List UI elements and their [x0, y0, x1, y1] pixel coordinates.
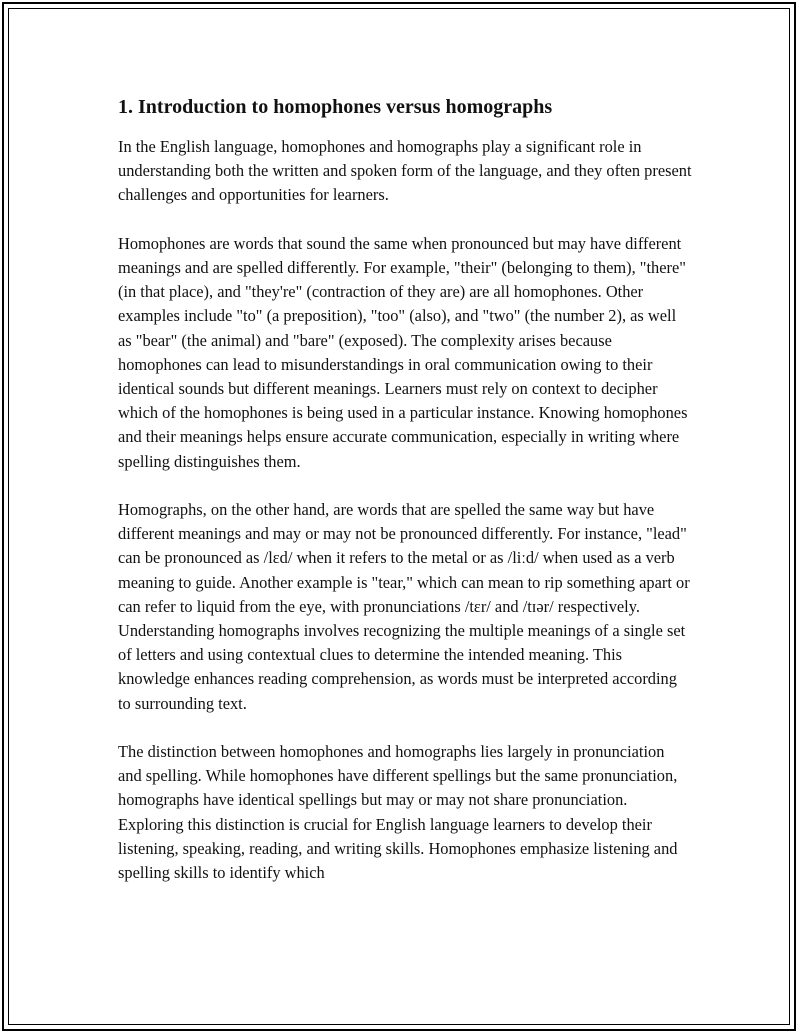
paragraph-homographs: Homographs, on the other hand, are words that are spelled the same way but have different meanings and may or may not be pronounced differently. For instance, "lead" can be pronounced as /lɛd/ when it refers to the metal or as /liːd/ when used as a verb meaning to guide. Another example is "tear," which can mean to rip something apart or can refer to liquid from the eye, with pronunciations /tɛr/ and /tɪər/ respectively. Understanding homographs involves recognizing the multiple meanings of a single set of letters and using contextual clues to determine the intended meaning. This knowledge enhances reading comprehension, as words must be interpreted according to surrounding text.	[118, 500, 690, 713]
section-heading: 1. Introduction to homophones versus homographs	[118, 96, 553, 118]
document-body	[118, 93, 692, 909]
paragraph-homophones: Homophones are words that sound the same when pronounced but may have different meanings and are spelled differently. For example, "their" (belonging to them), "there" (in that place), and "they're" (contraction of they are) are all homophones. Other examples include "to" (a preposition), "too" (also), and "two" (the number 2), as well as "bear" (the animal) and "bare" (exposed). The complexity arises because homophones can lead to misunderstandings in oral communication owing to their identical sounds but different meanings. Learners must rely on context to decipher which of the homophones is being used in a particular instance. Knowing homophones and their meanings helps ensure accurate communication, especially in writing where spelling distinguishes them.	[118, 233, 688, 471]
paragraph-distinction: The distinction between homophones and homographs lies largely in pronunciation and spelling. While homophones have different spellings but the same pronunciation, homographs have identical spellings but may or may not share pronunciation. Exploring this distinction is crucial for English language learners to develop their listening, speaking, reading, and writing skills. Homophones emphasize listening and spelling skills to identify which	[118, 742, 678, 883]
paragraph-intro: In the English language, homophones and homographs play a significant role in understanding both the written and spoken form of the language, and they often present challenges and opportunities for learners.	[118, 137, 692, 205]
